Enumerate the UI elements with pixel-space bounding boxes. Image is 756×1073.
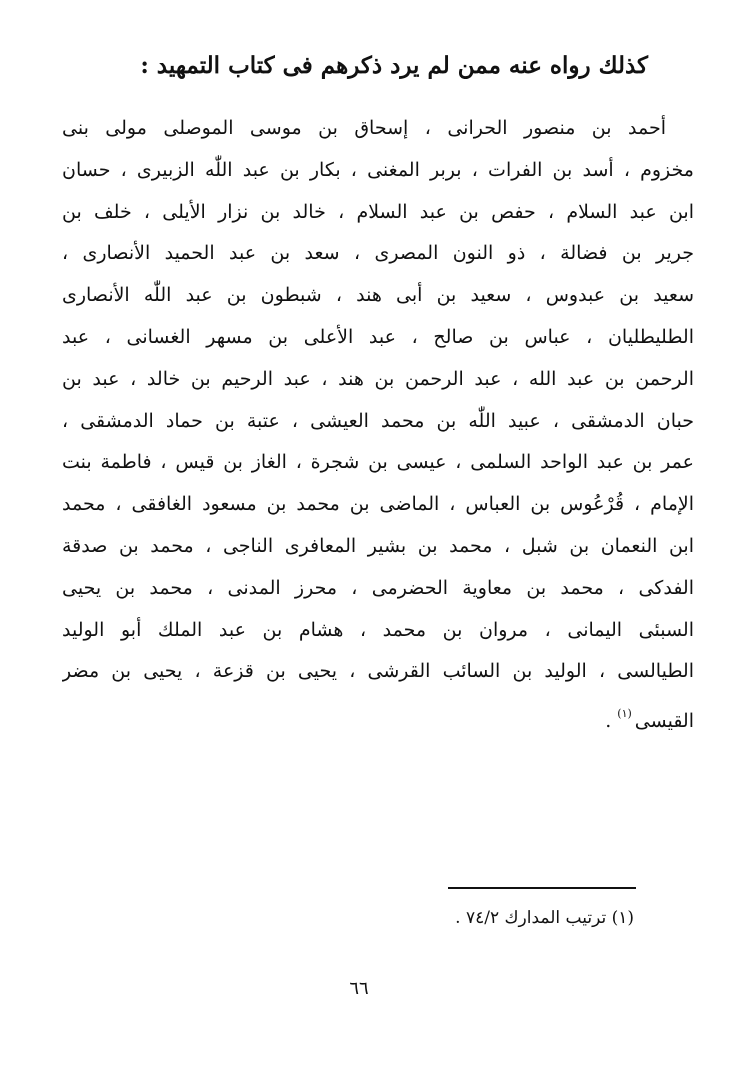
text-line: الطيالسى ، الوليد بن السائب القرشى ، يحيى بن قزعة ، يحيى بن مضر — [62, 660, 694, 683]
footnote-divider — [448, 887, 636, 889]
text-line: حبان الدمشقى ، عبيد اللّٰه بن محمد العيشى ، عتبة بن حماد الدمشقى ، — [62, 409, 694, 432]
text-line: الإمام ، قُرْعُوس بن العباس ، الماضى بن محمد بن مسعود الغافقى ، محمد — [62, 493, 694, 516]
footnote: (١) ترتيب المدارك ٧٤/٢ . — [455, 908, 634, 928]
text-line: مخزوم ، أسد بن الفرات ، بربر المغنى ، بكار بن عبد اللّٰه الزبيرى ، حسان — [62, 158, 694, 181]
body-paragraph — [62, 108, 694, 735]
footnote-marker: (١) — [617, 707, 632, 721]
text-line: عمر بن عبد الواحد السلمى ، عيسى بن شجرة ، الغاز بن قيس ، فاطمة بنت — [62, 451, 694, 474]
text-line: الطليطليان ، عباس بن صالح ، عبد الأعلى بن مسهر الغسانى ، عبد — [62, 325, 694, 348]
final-period: . — [605, 710, 612, 733]
final-word: القيسى — [634, 710, 694, 733]
text-line: جرير بن فضالة ، ذو النون المصرى ، سعد بن عبد الحميد الأنصارى ، — [62, 242, 694, 265]
page-number: ٦٦ — [349, 978, 369, 999]
text-line-final — [62, 693, 694, 735]
text-line: أحمد بن منصور الحرانى ، إسحاق بن موسى الموصلى مولى بنى — [62, 117, 666, 139]
section-heading: كذلك رواه عنه ممن لم يرد ذكرهم فى كتاب التمهيد : — [140, 52, 648, 79]
text-line: سعيد بن عبدوس ، سعيد بن أبى هند ، شبطون بن عبد اللّٰه الأنصارى — [62, 284, 694, 307]
text-line: ابن عبد السلام ، حفص بن عبد السلام ، خالد بن نزار الأيلى ، خلف بن — [62, 200, 694, 223]
text-line: الرحمن بن عبد الله ، عبد الرحمن بن هند ، عبد الرحيم بن خالد ، عبد بن — [62, 367, 694, 390]
text-line: الفدكى ، محمد بن معاوية الحضرمى ، محرز المدنى ، محمد بن يحيى — [62, 576, 694, 599]
text-line: ابن النعمان بن شبل ، محمد بن بشير المعافرى الناجى ، محمد بن صدقة — [62, 534, 694, 557]
text-line: السبئى اليمانى ، مروان بن محمد ، هشام بن عبد الملك أبو الوليد — [62, 618, 694, 641]
